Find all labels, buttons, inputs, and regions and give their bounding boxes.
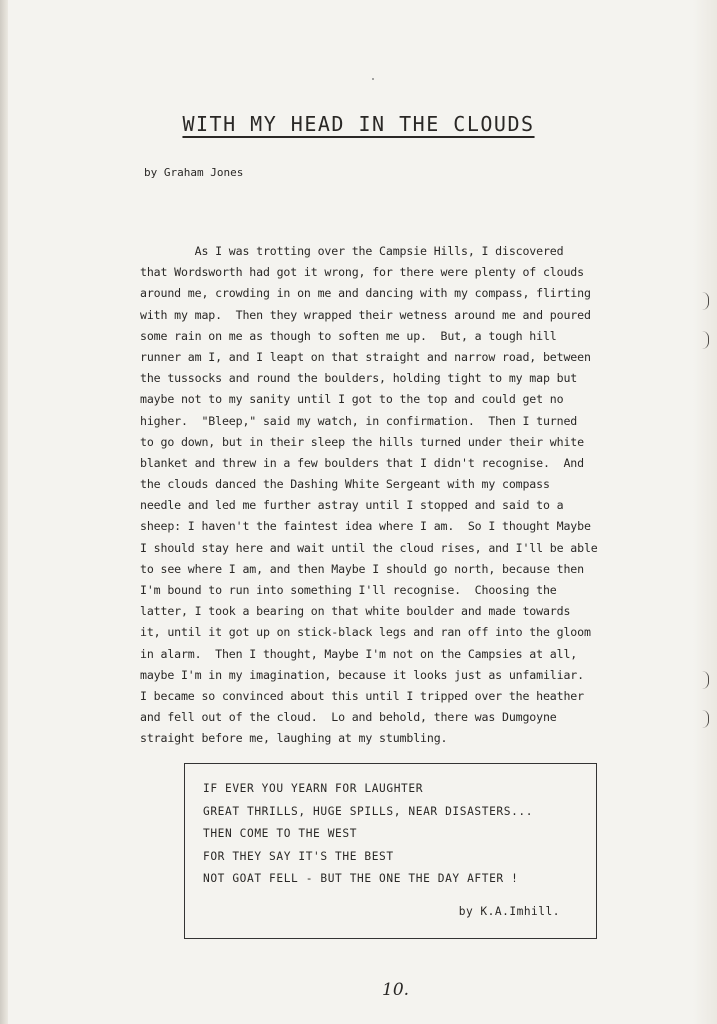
poem-box: [184, 763, 597, 939]
poem-line: IF EVER YOU YEARN FOR LAUGHTER: [203, 782, 424, 795]
article-title-text: WITH MY HEAD IN THE CLOUDS: [182, 112, 535, 136]
article-body: [140, 241, 610, 750]
body-line: and fell out of the cloud. Lo and behold, there was Dumgoyne: [140, 710, 557, 725]
body-line: it, until it got up on stick-black legs and ran off into the gloom: [140, 625, 591, 640]
body-line: straight before me, laughing at my stumbling.: [140, 731, 448, 746]
body-line: higher. "Bleep," said my watch, in confirmation. Then I turned: [140, 413, 578, 428]
article-title: [0, 112, 717, 136]
body-line: As I was trotting over the Campsie Hills, I discovered: [140, 244, 564, 258]
poem-line: THEN COME TO THE WEST: [203, 827, 358, 840]
body-line: maybe I'm in my imagination, because it looks just as unfamiliar.: [140, 667, 584, 682]
body-line: to see where I am, and then Maybe I should go north, because then: [140, 561, 584, 576]
body-line: I became so convinced about this until I tripped over the heather: [140, 688, 584, 703]
body-line: maybe not to my sanity until I got to the top and could get no: [140, 392, 564, 407]
body-line: with my map. Then they wrapped their wetness around me and poured: [140, 307, 591, 322]
poem-lines: [203, 778, 533, 891]
body-line: latter, I took a bearing on that white boulder and made towards: [140, 604, 571, 619]
body-line: the tussocks and round the boulders, holding tight to my map but: [140, 371, 578, 386]
page-left-edge: [0, 0, 8, 1024]
body-line: in alarm. Then I thought, Maybe I'm not on the Campsies at all,: [140, 646, 578, 661]
poem-line: NOT GOAT FELL - BUT THE ONE THE DAY AFTER !: [203, 872, 519, 885]
poem-credit: by K.A.Imhill.: [458, 905, 560, 918]
paper-speck: [372, 78, 374, 80]
body-line: needle and led me further astray until I stopped and said to a: [140, 498, 564, 513]
body-line: around me, crowding in on me and dancing with my compass, flirting: [140, 286, 591, 301]
body-line: sheep: I haven't the faintest idea where I am. So I thought Maybe: [140, 519, 591, 534]
poem-line: GREAT THRILLS, HUGE SPILLS, NEAR DISASTERS...: [203, 804, 534, 818]
page-right-edge: [693, 0, 717, 1024]
body-line: to go down, but in their sleep the hills turned under their white: [140, 434, 584, 449]
body-line: runner am I, and I leapt on that straight and narrow road, between: [140, 349, 591, 364]
poem-line: FOR THEY SAY IT'S THE BEST: [203, 849, 394, 863]
body-line: the clouds danced the Dashing White Sergeant with my compass: [140, 477, 550, 492]
body-line: blanket and threw in a few boulders that I didn't recognise. And: [140, 455, 584, 470]
article-byline: by Graham Jones: [144, 166, 244, 179]
body-line: some rain on me as though to soften me up. But, a tough hill: [140, 328, 557, 343]
body-line: I should stay here and wait until the cloud rises, and I'll be able: [140, 540, 598, 555]
page-number: 10.: [382, 980, 410, 1000]
body-line: I'm bound to run into something I'll recognise. Choosing the: [140, 583, 557, 597]
body-line: that Wordsworth had got it wrong, for there were plenty of clouds: [140, 265, 584, 280]
